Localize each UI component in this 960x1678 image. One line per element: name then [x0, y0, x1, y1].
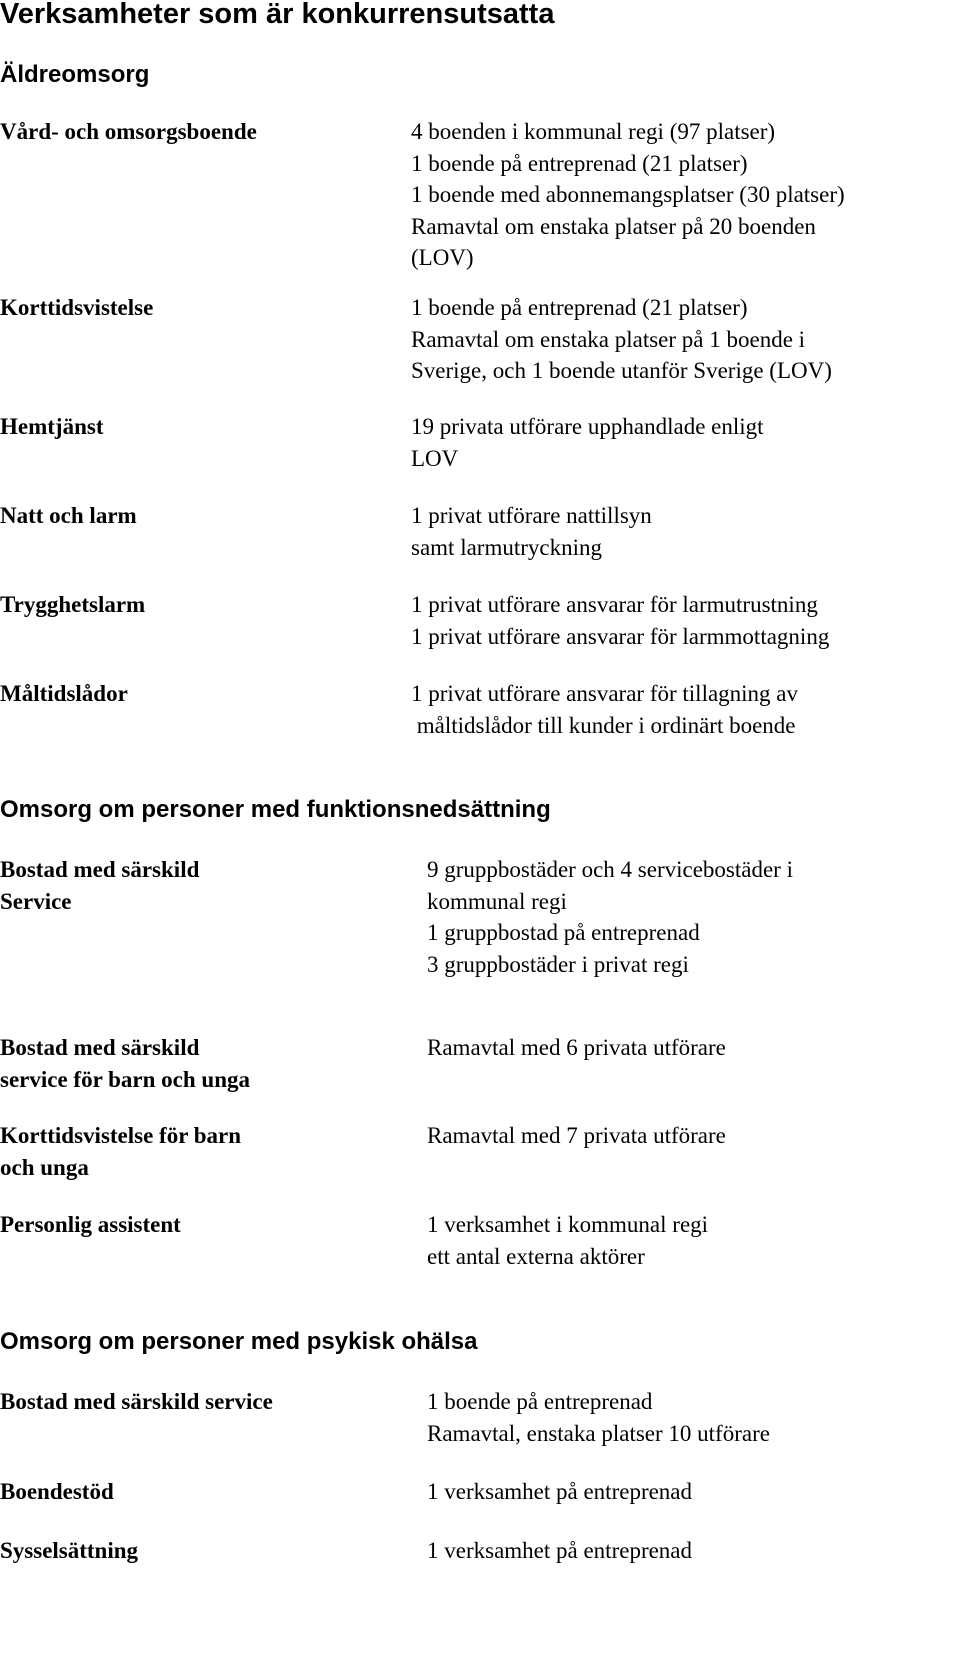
- row-value: 4 boenden i kommunal regi (97 platser) 1 boende på entreprenad (21 platser) 1 boende med abonnemangsplatser (30 platser) Ramavtal om enstaka platser på 20 boenden (LOV): [411, 119, 845, 270]
- row-label: Hemtjänst: [0, 414, 104, 439]
- section-heading-funktionsnedsattning: Omsorg om personer med funktionsnedsättning: [0, 796, 551, 823]
- row-value: 1 privat utförare ansvarar för larmutrustning 1 privat utförare ansvarar för larmmottagning: [411, 592, 830, 649]
- row-label: Bostad med särskild service för barn och unga: [0, 1035, 251, 1092]
- row-label: Boendestöd: [0, 1479, 114, 1504]
- section-heading-psykisk-ohalsa: Omsorg om personer med psykisk ohälsa: [0, 1328, 478, 1355]
- row-value: 1 verksamhet på entreprenad: [427, 1479, 693, 1504]
- row-label: Personlig assistent: [0, 1212, 181, 1237]
- row-label: Natt och larm: [0, 503, 137, 528]
- row-label: Bostad med särskild service: [0, 1389, 273, 1414]
- section-heading-aldreomsorg: Äldreomsorg: [0, 61, 150, 88]
- row-label: Korttidsvistelse: [0, 295, 154, 320]
- row-label: Måltidslådor: [0, 681, 128, 706]
- row-label: Trygghetslarm: [0, 592, 146, 617]
- row-value: 1 boende på entreprenad Ramavtal, enstaka platser 10 utförare: [427, 1389, 770, 1446]
- row-label: Korttidsvistelse för barn och unga: [0, 1123, 242, 1180]
- row-value: 1 privat utförare ansvarar för tillagning av måltidslådor till kunder i ordinärt boende: [411, 681, 799, 738]
- row-value: Ramavtal med 6 privata utförare: [427, 1035, 726, 1060]
- row-value: 9 gruppbostäder och 4 servicebostäder i kommunal regi 1 gruppbostad på entreprenad 3 gruppbostäder i privat regi: [427, 857, 793, 977]
- row-value: 1 verksamhet på entreprenad: [427, 1538, 693, 1563]
- row-value: 1 verksamhet i kommunal regi ett antal externa aktörer: [427, 1212, 709, 1269]
- row-value: Ramavtal med 7 privata utförare: [427, 1123, 726, 1148]
- row-label: Vård- och omsorgsboende: [0, 119, 257, 144]
- row-value: 19 privata utförare upphandlade enligt LOV: [411, 414, 764, 471]
- row-label: Bostad med särskild Service: [0, 857, 200, 914]
- row-value: 1 privat utförare nattillsyn samt larmutryckning: [411, 503, 652, 560]
- page-title: Verksamheter som är konkurrensutsatta: [0, 0, 555, 30]
- row-label: Sysselsättning: [0, 1538, 139, 1563]
- row-value: 1 boende på entreprenad (21 platser) Ramavtal om enstaka platser på 1 boende i Sverige, och 1 boende utanför Sverige (LOV): [411, 295, 832, 383]
